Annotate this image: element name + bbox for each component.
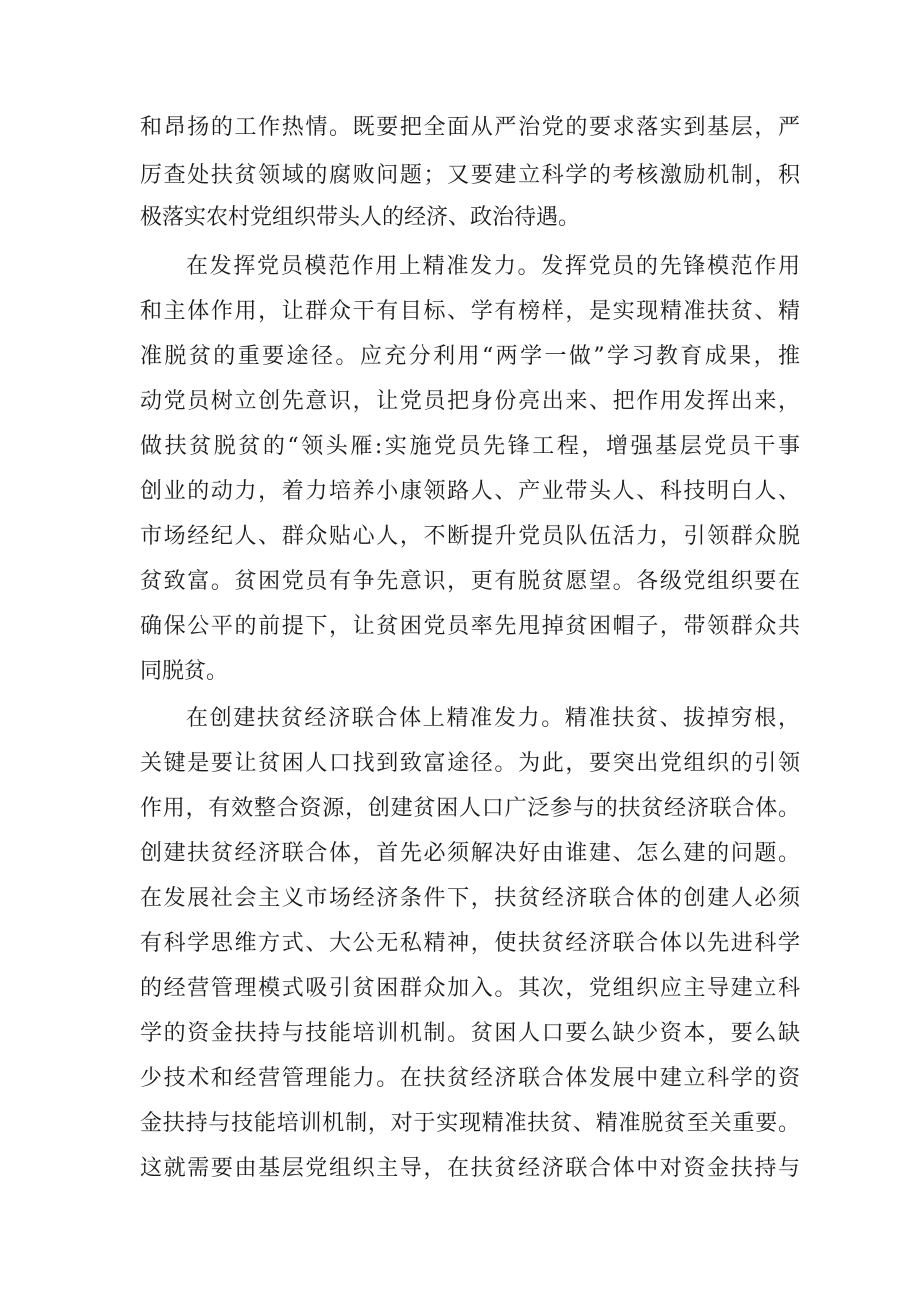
text-line: 关键是要让贫困人口找到致富途径。为此，要突出党组织的引领 bbox=[140, 751, 800, 776]
text-line: 厉查处扶贫领域的腐败问题；又要建立科学的考核激励机制，积 bbox=[140, 163, 800, 188]
text-line: 少技术和经营管理能力。在扶贫经济联合体发展中建立科学的资 bbox=[140, 1066, 800, 1091]
text-line: 金扶持与技能培训机制，对于实现精准扶贫、精准脱贫至关重要。 bbox=[140, 1111, 800, 1136]
text-line: 创建扶贫经济联合体，首先必须解决好由谁建、怎么建的问题。 bbox=[140, 841, 800, 866]
text-line: 创业的动力，着力培养小康领路人、产业带头人、科技明白人、 bbox=[140, 479, 800, 504]
text-line: 做扶贫脱贫的“领头雁:实施党员先锋工程，增强基层党员干事 bbox=[140, 434, 800, 459]
text-line: 学的资金扶持与技能培训机制。贫困人口要么缺少资本，要么缺 bbox=[140, 1021, 800, 1046]
text-line: 和主体作用，让群众干有目标、学有榜样，是实现精准扶贫、精 bbox=[140, 299, 800, 324]
text-line: 有科学思维方式、大公无私精神，使扶贫经济联合体以先进科学 bbox=[140, 931, 800, 956]
paragraph-start-line: 在发挥党员模范作用上精准发力。发挥党员的先锋模范作用 bbox=[186, 254, 800, 279]
text-line: 动党员树立创先意识，让党员把身份亮出来、把作用发挥出来， bbox=[140, 389, 800, 414]
text-line: 贫致富。贫困党员有争先意识，更有脱贫愿望。各级党组织要在 bbox=[140, 569, 800, 594]
text-line: 和昂扬的工作热情。既要把全面从严治党的要求落实到基层，严 bbox=[140, 115, 800, 140]
text-line: 准脱贫的重要途径。应充分利用“两学一做”学习教育成果，推 bbox=[140, 344, 800, 369]
text-line: 同脱贫。 bbox=[140, 659, 229, 684]
paragraph-start-line: 在创建扶贫经济联合体上精准发力。精准扶贫、拔掉穷根， bbox=[186, 706, 800, 731]
text-line: 在发展社会主义市场经济条件下，扶贫经济联合体的创建人必须 bbox=[140, 886, 800, 911]
text-line: 这就需要由基层党组织主导，在扶贫经济联合体中对资金扶持与 bbox=[140, 1156, 800, 1181]
text-line: 市场经纪人、群众贴心人，不断提升党员队伍活力，引领群众脱 bbox=[140, 524, 800, 549]
text-line: 确保公平的前提下，让贫困党员率先甩掉贫困帽子，带领群众共 bbox=[140, 614, 800, 639]
text-line: 的经营管理模式吸引贫困群众加入。其次，党组织应主导建立科 bbox=[140, 976, 800, 1001]
text-line: 作用，有效整合资源，创建贫困人口广泛参与的扶贫经济联合体。 bbox=[140, 796, 800, 821]
text-line: 极落实农村党组织带头人的经济、政治待遇。 bbox=[140, 205, 581, 230]
